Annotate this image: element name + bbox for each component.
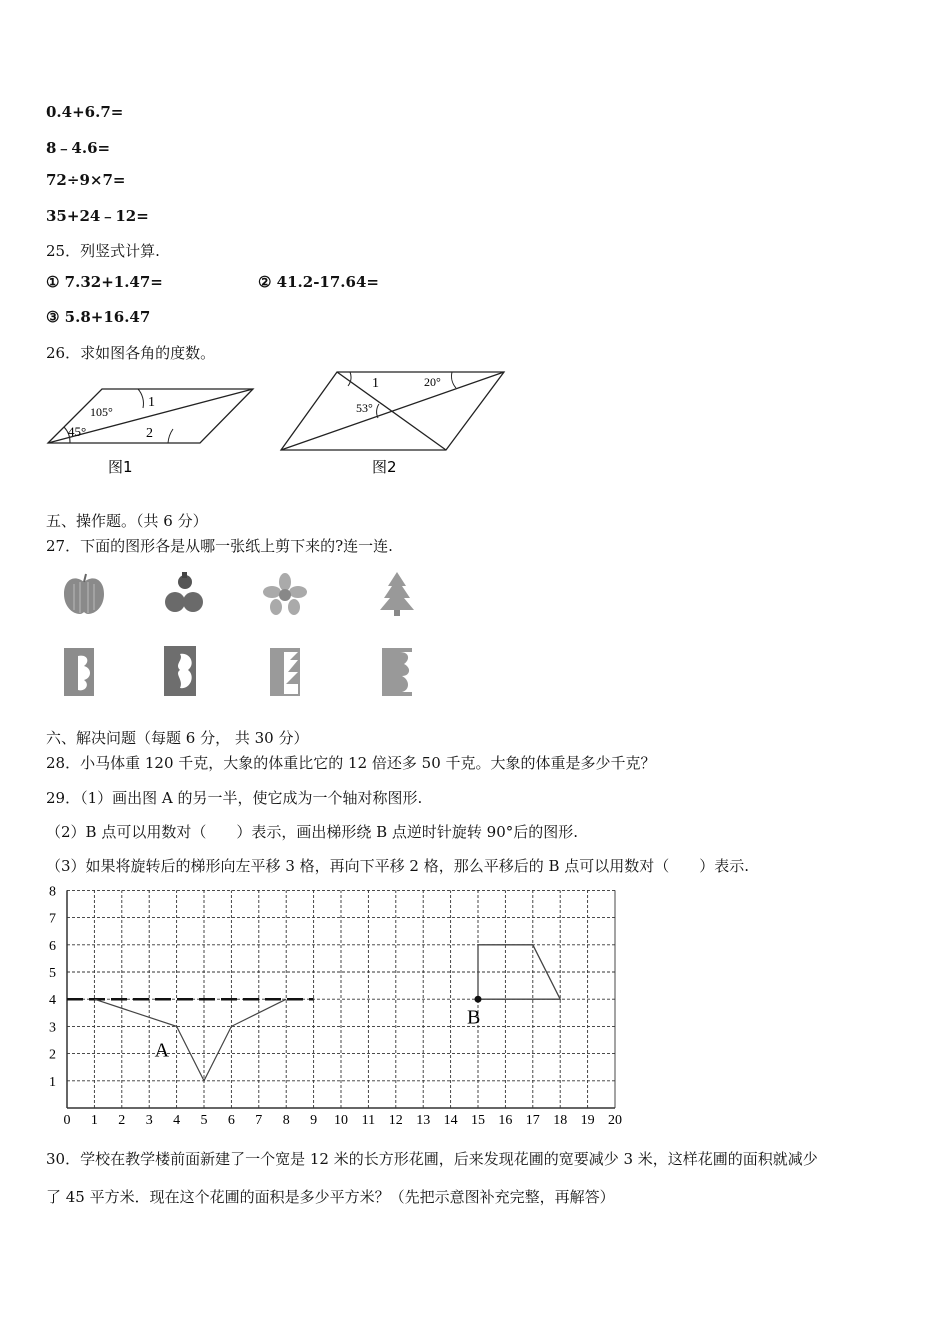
x-tick-label: 19 (580, 1113, 595, 1128)
x-tick-label: 8 (282, 1113, 290, 1128)
arc-20 (452, 372, 456, 388)
q30-line-2: 了 45 平方米．现在这个花圃的面积是多少平方米？（先把示意图补充完整，再解答） (46, 1188, 615, 1206)
x-tick-label: 2 (118, 1113, 126, 1128)
fig1-caption: 图1 (108, 458, 133, 476)
angle-label-45: 45° (68, 424, 87, 439)
x-tick-label: 7 (255, 1113, 263, 1128)
angle-label-1b: 1 (372, 376, 379, 391)
q25-title: 25．列竖式计算. (46, 242, 160, 260)
angle-label-53: 53° (356, 401, 373, 415)
calc-item-3: 72÷9×7= (46, 171, 126, 189)
q29-line-3: （3）如果将旋转后的梯形向左平移 3 格，再向下平移 2 格，那么平移后的 B 点可以用数对（ ）表示. (46, 857, 750, 875)
angle-label-105: 105° (90, 405, 113, 419)
x-tick-label: 0 (63, 1113, 71, 1128)
y-tick-label: 6 (49, 938, 56, 954)
x-tick-label: 12 (388, 1113, 403, 1128)
q26-title: 26．求如图各角的度数。 (46, 344, 216, 362)
x-tick-label: 11 (361, 1113, 376, 1128)
arc-105 (138, 389, 143, 408)
y-tick-label: 8 (49, 884, 56, 900)
y-tick-label: 5 (49, 966, 56, 981)
y-tick-label: 4 (49, 993, 56, 1009)
x-tick-label: 20 (608, 1113, 622, 1128)
section-6-title: 六、解决问题（每题 6 分， 共 30 分） (46, 729, 309, 747)
flower-shape-icon (262, 572, 308, 616)
x-tick-label: 9 (310, 1113, 318, 1128)
y-tick-label: 2 (49, 1047, 56, 1063)
cut-paper-a-icon (60, 646, 100, 698)
arc-2 (168, 429, 173, 443)
x-tick-label: 18 (553, 1113, 568, 1128)
angle-label-2: 2 (146, 426, 153, 441)
coordinate-grid (40, 880, 630, 1130)
q25-item-3: ③ 5.8+16.47 (46, 308, 151, 326)
x-tick-label: 16 (498, 1113, 513, 1128)
point-b (475, 996, 482, 1003)
x-tick-label: 14 (443, 1113, 458, 1128)
angle-label-20: 20° (424, 375, 441, 389)
x-tick-label: 5 (200, 1113, 208, 1128)
gourd-shape-icon (162, 570, 208, 618)
q25-item-2: ② 41.2-17.64= (258, 273, 379, 291)
x-tick-label: 17 (525, 1113, 540, 1128)
x-tick-label: 10 (334, 1113, 348, 1128)
q29-line-2: （2）B 点可以用数对（ ）表示，画出梯形绕 B 点逆时针旋转 90°后的图形. (46, 823, 579, 841)
y-tick-label: 7 (49, 911, 56, 927)
fig2-caption: 图2 (372, 458, 397, 476)
y-tick-label: 1 (49, 1074, 56, 1090)
q27-title: 27．下面的图形各是从哪一张纸上剪下来的?连一连. (46, 537, 393, 555)
calc-item-2: 8﹣4.6= (46, 139, 111, 157)
x-tick-label: 6 (227, 1113, 235, 1128)
cut-paper-c-icon (268, 646, 304, 698)
q29-line-1: 29．（1）画出图 A 的另一半，使它成为一个轴对称图形. (46, 789, 423, 807)
q28-text: 28．小马体重 120 千克，大象的体重比它的 12 倍还多 50 千克。大象的体重是多少千克？ (46, 754, 656, 772)
label-a: A (154, 1039, 170, 1062)
x-tick-label: 3 (145, 1113, 153, 1128)
figure-2 (276, 366, 511, 478)
x-tick-label: 13 (416, 1113, 431, 1128)
x-tick-label: 4 (173, 1113, 181, 1128)
y-tick-label: 3 (49, 1020, 56, 1036)
calc-item-1: 0.4+6.7= (46, 103, 124, 121)
cut-paper-d-icon (380, 646, 416, 698)
q30-line-1: 30．学校在教学楼前面新建了一个宽是 12 米的长方形花圃，后来发现花圃的宽要减少 3 米，这样花圃的面积就减少 (46, 1150, 818, 1168)
figure-1 (40, 378, 265, 478)
tree-shape-icon (376, 570, 418, 618)
grid-tick-labels (49, 884, 622, 1128)
arc-1 (348, 372, 351, 386)
angle-label-1: 1 (148, 395, 155, 410)
cut-paper-b-icon (160, 644, 200, 698)
x-tick-label: 15 (471, 1113, 485, 1128)
section-5-title: 五、操作题。（共 6 分） (46, 512, 208, 530)
x-tick-label: 1 (90, 1113, 98, 1128)
calc-item-4: 35+24﹣12= (46, 207, 149, 225)
label-b: B (467, 1006, 481, 1029)
figure-a-half (94, 999, 286, 1081)
apple-shape-icon (60, 570, 108, 618)
q25-item-1: ① 7.32+1.47= (46, 273, 163, 291)
